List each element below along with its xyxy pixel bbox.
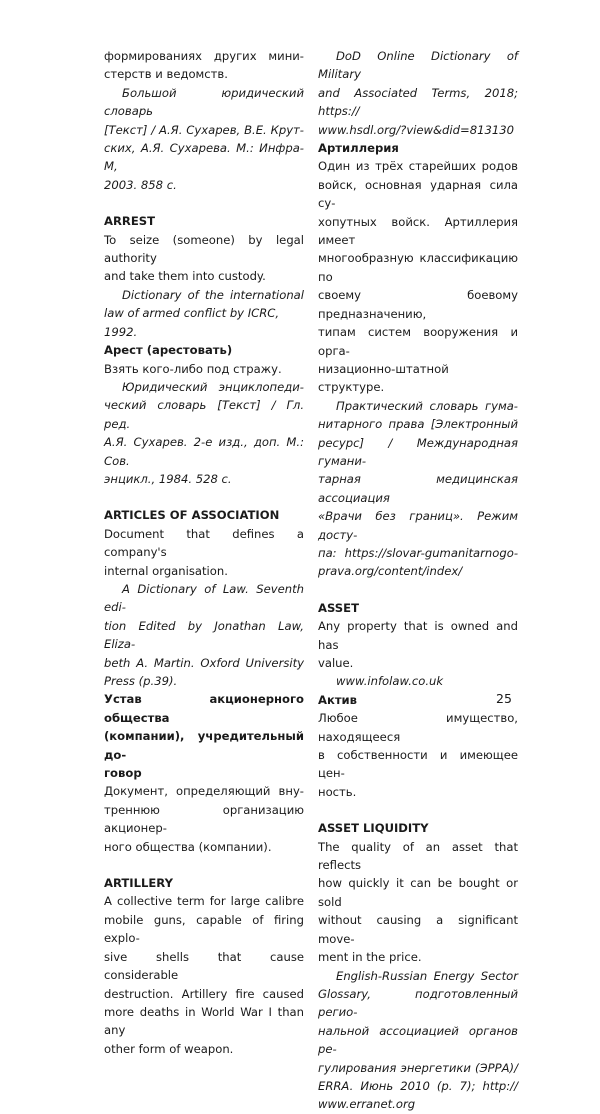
source-line: Dictionary of the international <box>122 287 304 302</box>
source-line: 2003. 858 с. <box>104 177 177 192</box>
source-line: and Associated Terms, 2018; https:// <box>318 85 518 119</box>
source-line: ских, А.Я. Сухарева. М.: Инфра-М, <box>104 141 304 174</box>
definition-line: хопутных войск. Артиллерия имеет <box>318 214 518 248</box>
source-line: ческий словарь [Текст] / Гл. ред. <box>104 398 304 431</box>
ru-term-articles: говор <box>104 766 142 781</box>
source-line: тарная медицинская ассоциация <box>318 472 518 505</box>
definition-line: низационно-штатной структуре. <box>318 361 449 395</box>
source-line: DoD Online Dictionary of Military <box>318 49 518 82</box>
page-number: 25 <box>496 691 512 706</box>
definition-line: Any property that is owned and has <box>318 619 518 652</box>
entry-term-asset-liquidity: ASSET LIQUIDITY <box>318 821 429 836</box>
definition-line: without causing a significant move- <box>318 913 518 946</box>
definition-line: more deaths in World War I than any <box>104 1004 304 1038</box>
source-line: www.infolaw.co.uk <box>336 674 444 689</box>
source-line: Press (p.39). <box>104 674 178 688</box>
source-line: па: https://slovar-gumanitarnogo- <box>318 545 518 560</box>
definition-line: destruction. Artillery fire caused <box>104 986 304 1001</box>
source-line: A Dictionary of Law. Seventh edi- <box>104 581 304 615</box>
definition-line: how quickly it can be bought or sold <box>318 876 518 909</box>
ru-term-articles: (компании), учредительный до- <box>104 729 304 762</box>
source-line: Практический словарь гума- <box>336 398 518 413</box>
definition-line: ного общества (компании). <box>104 839 272 854</box>
definition-line: Взять кого-либо под стражу. <box>104 361 282 376</box>
source-line: www.hsdl.org/?view&did=813130 <box>318 122 514 137</box>
ru-term-articles: Устав акционерного общества <box>104 692 304 725</box>
entry-term-arrest: ARREST <box>104 214 156 229</box>
definition-line: and take them into custody. <box>104 269 266 284</box>
left-column <box>104 47 304 1058</box>
source-line: ERRA. Июнь 2010 (p. 7); http:// <box>318 1078 518 1093</box>
definition-line: value. <box>318 656 354 670</box>
ru-term-arrest: Арест (арестовать) <box>104 343 233 358</box>
definition-line: войск, основная ударная сила су- <box>318 177 518 211</box>
definition-line: mobile guns, capable of firing explo- <box>104 912 304 946</box>
source-line: beth A. Martin. Oxford University <box>104 655 304 670</box>
source-line: А.Я. Сухарев. 2-е изд., доп. М.: Сов. <box>104 435 304 468</box>
source-line: [Текст] / А.Я. Сухарев, В.Е. Крут- <box>104 122 304 137</box>
definition-line: Любое имущество, находящееся <box>318 711 518 744</box>
definition-line: A collective term for large calibre <box>104 894 304 909</box>
definition-line: other form of weapon. <box>104 1041 234 1056</box>
definition-line: To seize (someone) by legal authority <box>104 232 304 266</box>
definition-line: треннюю организацию акционер- <box>104 802 304 836</box>
right-column <box>318 47 518 1114</box>
source-line: www.erranet.org <box>318 1097 416 1112</box>
source-line: law of armed conflict by ICRC, 1992. <box>104 306 280 339</box>
definition-line: Документ, определяющий вну- <box>104 784 304 799</box>
ru-term-artillery: Артиллерия <box>318 141 399 156</box>
definition-line: sive shells that cause considerable <box>104 949 304 983</box>
source-line: нитарного права [Электронный <box>318 417 518 432</box>
entry-term-articles: ARTICLES OF ASSOCIATION <box>104 508 280 523</box>
source-line: «Врачи без границ». Режим досту- <box>318 509 518 542</box>
definition-line: ность. <box>318 784 357 799</box>
source-line: гулирования энергетики (ЭРРА)/ <box>318 1060 518 1075</box>
entry-term-artillery: ARTILLERY <box>104 876 173 891</box>
source-line: prava.org/content/index/ <box>318 564 463 579</box>
definition-line: internal organisation. <box>104 563 228 578</box>
definition-line: своему боевому предназначению, <box>318 288 518 321</box>
text-line: формированиях других мини- <box>104 49 304 63</box>
definition-line: Один из трёх старейших родов <box>318 159 518 174</box>
definition-line: ment in the price. <box>318 950 422 965</box>
source-line: Большой юридический словарь <box>104 85 304 119</box>
source-line: энцикл., 1984. 528 с. <box>104 471 232 486</box>
entry-term-asset: ASSET <box>318 600 359 615</box>
definition-line: многообразную классификацию по <box>318 251 518 284</box>
definition-line: Document that defines a company's <box>104 526 304 560</box>
source-line: Glossary, подготовленный регио- <box>318 986 518 1020</box>
source-line: нальной ассоциацией органов ре- <box>318 1023 518 1057</box>
source-line: ресурс] / Международная гумани- <box>318 435 518 468</box>
ru-term-asset: Актив <box>318 692 358 707</box>
source-line: English-Russian Energy Sector <box>336 968 518 983</box>
source-line: Юридический энциклопеди- <box>122 379 304 394</box>
text-line: стерств и ведомств. <box>104 67 228 82</box>
definition-line: типам систем вооружения и орга- <box>318 325 518 358</box>
source-line: tion Edited by Jonathan Law, Eliza- <box>104 618 304 652</box>
definition-line: The quality of an asset that reflects <box>318 839 518 873</box>
definition-line: в собственности и имеющее цен- <box>318 748 518 781</box>
